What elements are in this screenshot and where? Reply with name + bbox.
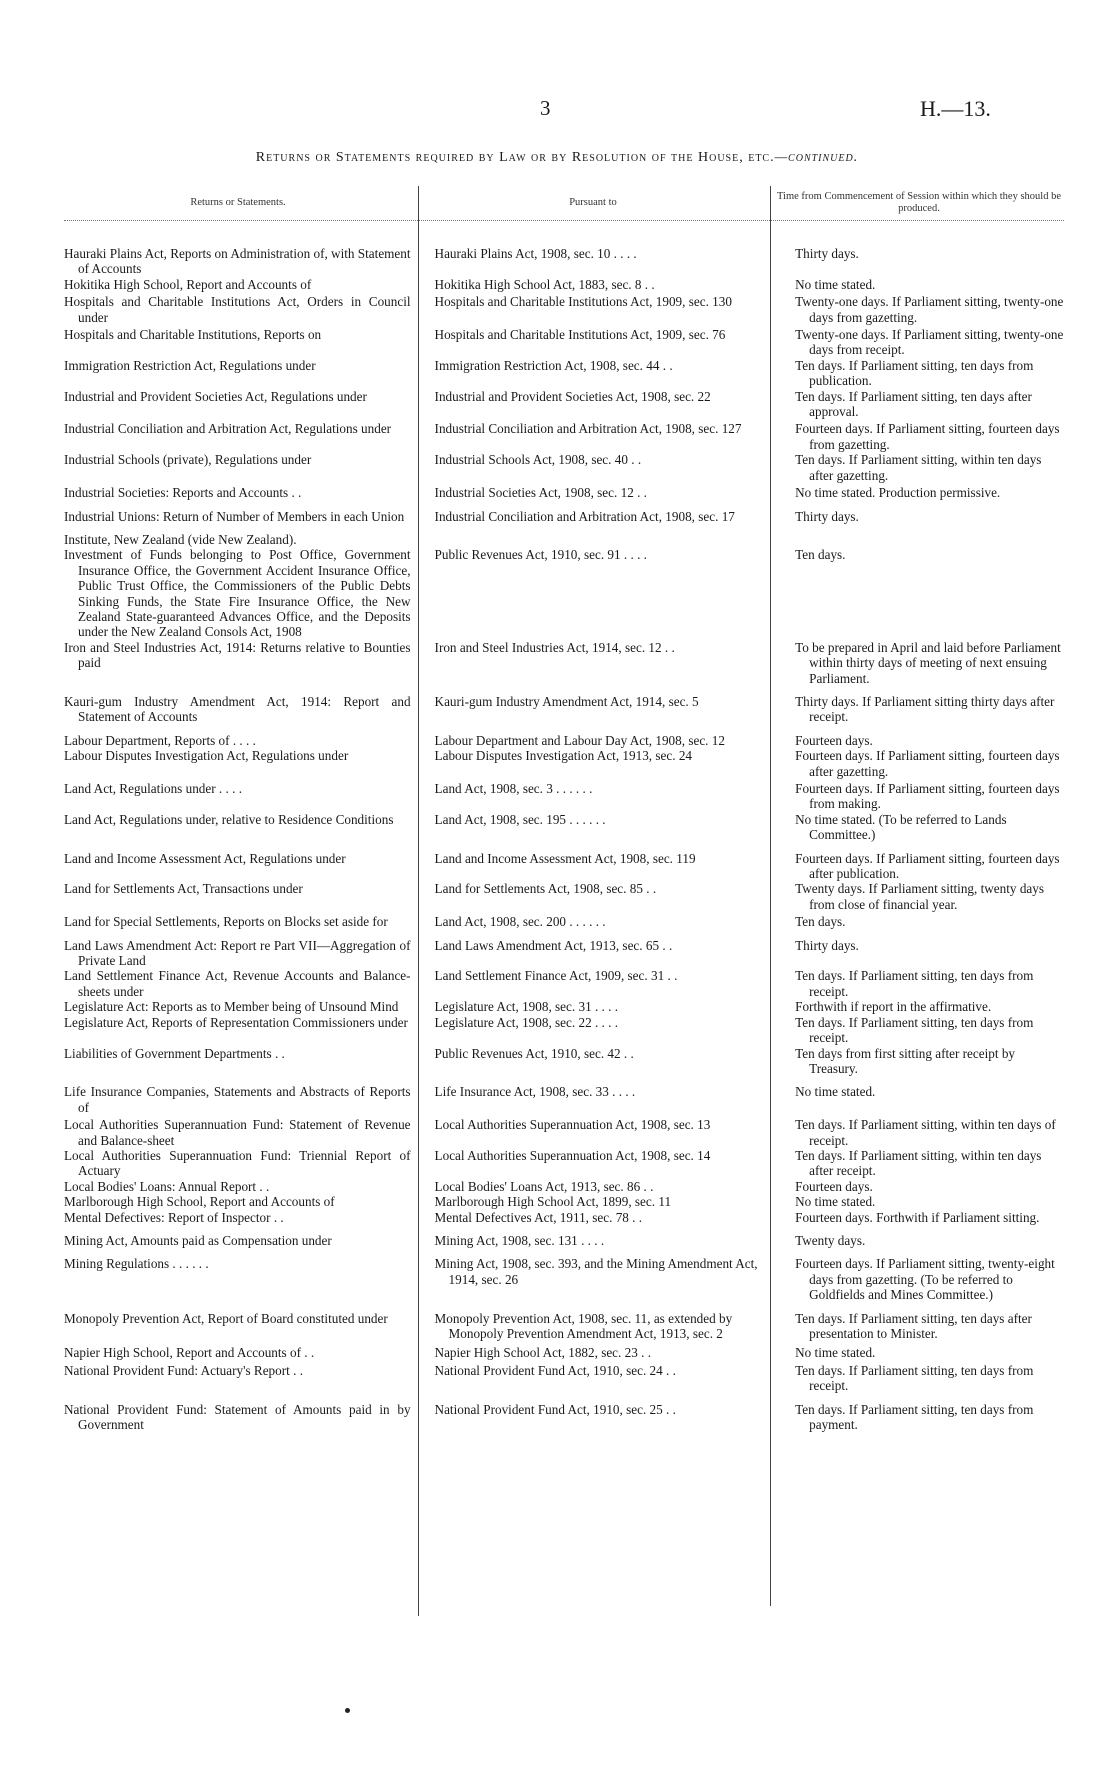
return-cell	[64, 421, 421, 452]
pursuant-cell-text: Land and Income Assessment Act, 1908, sec. 119	[434, 850, 696, 866]
pursuant-cell-text: Land for Settlements Act, 1908, sec. 85 . .	[434, 881, 657, 897]
return-cell-text: Liabilities of Government Departments . .	[64, 1045, 285, 1061]
time-cell-text: No time stated. Production permissive.	[795, 485, 1001, 501]
time-cell	[781, 532, 1064, 547]
return-cell	[64, 1117, 421, 1148]
time-cell-text: Twenty days. If Parliament sitting, twenty days from close of financial year.	[795, 881, 1044, 912]
table-row	[64, 1345, 1064, 1360]
return-cell-text: Local Authorities Superannuation Fund: Statement of Revenue and Balance-sheet	[64, 1117, 411, 1148]
time-cell	[781, 277, 1064, 292]
time-cell-text: Thirty days.	[795, 937, 859, 953]
pursuant-cell	[421, 733, 782, 748]
table-row	[64, 277, 1064, 292]
time-cell-text: No time stated.	[795, 1084, 876, 1100]
pursuant-cell-text: Public Revenues Act, 1910, sec. 42 . .	[434, 1045, 634, 1061]
return-cell-text: Local Authorities Superannuation Fund: Triennial Report of Actuary	[64, 1147, 411, 1179]
pursuant-cell-text: Land Settlement Finance Act, 1909, sec. 31 . .	[434, 968, 678, 984]
document-code: H.—13.	[920, 96, 991, 121]
pursuant-cell-text: Industrial Schools Act, 1908, sec. 40 . .	[434, 452, 642, 468]
time-cell-text: No time stated.	[795, 1345, 876, 1361]
time-cell	[781, 1148, 1064, 1179]
pursuant-cell	[421, 1084, 782, 1115]
pursuant-cell-text: Iron and Steel Industries Act, 1914, sec. 12 . .	[434, 639, 675, 655]
time-cell-text: Thirty days.	[795, 246, 859, 261]
time-cell-text: Fourteen days. If Parliament sitting, fourteen days from making.	[795, 781, 1060, 812]
pursuant-cell-text: Hokitika High School Act, 1883, sec. 8 . .	[434, 276, 655, 292]
table-row	[64, 294, 1064, 325]
time-cell	[781, 1311, 1064, 1342]
section-heading	[0, 150, 1114, 166]
table-row	[64, 1363, 1064, 1394]
time-cell	[781, 1046, 1064, 1077]
pursuant-cell-text: Land Act, 1908, sec. 195 . . . . . .	[434, 811, 606, 827]
pursuant-cell-text: Legislature Act, 1908, sec. 22 . . . .	[434, 1014, 619, 1030]
time-cell	[781, 1345, 1064, 1360]
table-row	[64, 999, 1064, 1014]
returns-table	[64, 246, 1064, 1432]
pursuant-cell-text: Mental Defectives Act, 1911, sec. 78 . .	[434, 1209, 643, 1225]
table-row	[64, 246, 1064, 277]
table-row	[64, 1233, 1064, 1248]
return-cell-text: Immigration Restriction Act, Regulations under	[64, 357, 316, 373]
time-cell	[781, 968, 1064, 999]
pursuant-cell-text: Land Act, 1908, sec. 3 . . . . . .	[434, 781, 593, 796]
return-cell-text: National Provident Fund: Statement of Amounts paid in by Government	[64, 1401, 411, 1433]
pursuant-cell	[421, 277, 782, 292]
table-row	[64, 881, 1064, 912]
time-cell-text: Fourteen days. If Parliament sitting, fourteen days after publication.	[795, 850, 1060, 882]
pursuant-cell	[421, 1148, 782, 1179]
return-cell	[64, 509, 421, 524]
time-cell-text: Ten days. If Parliament sitting, ten days from receipt.	[795, 1362, 1034, 1394]
pursuant-cell	[421, 640, 782, 686]
return-cell	[64, 327, 421, 358]
table-row	[64, 640, 1064, 686]
return-cell	[64, 781, 421, 812]
time-cell	[781, 1179, 1064, 1194]
time-cell	[781, 1084, 1064, 1115]
column-header-time: Time from Commencement of Session within which they should be produced.	[777, 191, 1061, 214]
pursuant-cell	[421, 421, 782, 452]
table-row	[64, 509, 1064, 524]
pursuant-cell	[421, 999, 782, 1014]
time-cell-text: Ten days. If Parliament sitting, ten days from payment.	[795, 1401, 1034, 1433]
return-cell-text: Marlborough High School, Report and Accounts of	[64, 1194, 335, 1210]
time-cell	[781, 748, 1064, 779]
time-cell-text: Thirty days.	[795, 508, 859, 524]
return-cell	[64, 1148, 421, 1179]
return-cell-text: Napier High School, Report and Accounts of . .	[64, 1345, 315, 1361]
time-cell	[781, 246, 1064, 277]
return-cell-text: Land Act, Regulations under, relative to Residence Conditions	[64, 811, 394, 827]
pursuant-cell-text: Legislature Act, 1908, sec. 31 . . . .	[434, 999, 619, 1015]
table-row	[64, 748, 1064, 779]
return-cell-text: Investment of Funds belonging to Post Office, Government Insurance Office, the Government Accident Insurance Office, Public Trust Office, the Commissioners of the Public Debts Sinking Funds, the State Fire Insurance Office, the New Zealand State-guaranteed Advances Office, and the Deposits under the New Zealand Consols Act, 1908	[64, 547, 411, 640]
pursuant-cell	[421, 547, 782, 639]
pursuant-cell-text: Industrial Societies Act, 1908, sec. 12 . .	[434, 485, 647, 501]
pursuant-cell	[421, 914, 782, 929]
pursuant-cell	[421, 509, 782, 524]
pursuant-cell-text: Monopoly Prevention Act, 1908, sec. 11, as extended by Monopoly Prevention Amendment Act, 1913, sec. 2	[434, 1310, 733, 1341]
pursuant-cell-text: Local Authorities Superannuation Act, 1908, sec. 13	[434, 1117, 711, 1133]
return-cell	[64, 938, 421, 969]
return-cell	[64, 1210, 421, 1225]
return-cell	[64, 246, 421, 277]
time-cell-text: Fourteen days.	[795, 732, 873, 748]
header-rule	[64, 220, 1064, 221]
return-cell	[64, 640, 421, 686]
table-row	[64, 389, 1064, 420]
time-cell	[781, 421, 1064, 452]
pursuant-cell	[421, 1015, 782, 1046]
return-cell-text: Mining Act, Amounts paid as Compensation under	[64, 1232, 332, 1248]
time-cell-text: Ten days. If Parliament sitting, ten days from receipt.	[795, 1014, 1034, 1046]
table-row	[64, 1117, 1064, 1148]
return-cell-text: Land Act, Regulations under . . . .	[64, 781, 242, 796]
table-row	[64, 452, 1064, 483]
pursuant-cell	[421, 1210, 782, 1225]
time-cell-text: Fourteen days.	[795, 1178, 873, 1194]
return-cell-text: Hauraki Plains Act, Reports on Administration of, with Statement of Accounts	[64, 246, 411, 277]
return-cell-text: Industrial Societies: Reports and Accounts . .	[64, 485, 302, 501]
time-cell-text: Ten days. If Parliament sitting, ten days after presentation to Minister.	[795, 1310, 1032, 1341]
return-cell	[64, 733, 421, 748]
time-cell-text: Ten days. If Parliament sitting, within ten days after gazetting.	[795, 452, 1042, 483]
time-cell-text: Fourteen days. Forthwith if Parliament sitting.	[795, 1209, 1040, 1225]
pursuant-cell-text: Hauraki Plains Act, 1908, sec. 10 . . . .	[434, 246, 637, 261]
time-cell	[781, 389, 1064, 420]
table-row	[64, 812, 1064, 843]
table-row	[64, 485, 1064, 500]
pursuant-cell	[421, 358, 782, 389]
time-cell	[781, 938, 1064, 969]
return-cell	[64, 812, 421, 843]
return-cell-text: Legislature Act, Reports of Representation Commissioners under	[64, 1014, 408, 1030]
return-cell-text: Industrial Schools (private), Regulations under	[64, 452, 312, 468]
time-cell	[781, 452, 1064, 483]
pursuant-cell	[421, 1256, 782, 1302]
return-cell	[64, 389, 421, 420]
table-row	[64, 914, 1064, 929]
return-cell-text: Land Settlement Finance Act, Revenue Accounts and Balance-sheets under	[64, 968, 411, 999]
table-row	[64, 421, 1064, 452]
return-cell	[64, 358, 421, 389]
table-row	[64, 1210, 1064, 1225]
pursuant-cell-text: Hospitals and Charitable Institutions Act, 1909, sec. 76	[434, 327, 726, 343]
time-cell	[781, 1210, 1064, 1225]
return-cell-text: Land Laws Amendment Act: Report re Part VII—Aggregation of Private Land	[64, 937, 411, 969]
return-cell-text: Industrial Conciliation and Arbitration Act, Regulations under	[64, 421, 392, 437]
pursuant-cell	[421, 748, 782, 779]
pursuant-cell-text: Local Authorities Superannuation Act, 1908, sec. 14	[434, 1147, 711, 1163]
pursuant-cell-text: Hospitals and Charitable Institutions Act, 1909, sec. 130	[434, 294, 732, 310]
table-row	[64, 733, 1064, 748]
return-cell	[64, 1194, 421, 1209]
pursuant-cell-text: Industrial Conciliation and Arbitration Act, 1908, sec. 17	[434, 508, 735, 524]
time-cell	[781, 327, 1064, 358]
pursuant-cell-text: Napier High School Act, 1882, sec. 23 . .	[434, 1345, 652, 1361]
time-cell-text: Forthwith if report in the affirmative.	[795, 999, 992, 1015]
pursuant-cell-text: Industrial Conciliation and Arbitration Act, 1908, sec. 127	[434, 421, 742, 437]
return-cell	[64, 851, 421, 882]
pursuant-cell	[421, 485, 782, 500]
pursuant-cell	[421, 1233, 782, 1248]
pursuant-cell	[421, 781, 782, 812]
time-cell-text: No time stated. (To be referred to Lands Committee.)	[795, 811, 1007, 843]
time-cell-text: To be prepared in April and laid before Parliament within thirty days of meeting of next ensuing Parliament.	[795, 639, 1061, 686]
return-cell	[64, 1363, 421, 1394]
pursuant-cell-text: National Provident Fund Act, 1910, sec. 25 . .	[434, 1401, 676, 1417]
time-cell	[781, 1402, 1064, 1433]
time-cell	[781, 881, 1064, 912]
pursuant-cell-text: Kauri-gum Industry Amendment Act, 1914, sec. 5	[434, 693, 699, 709]
return-cell	[64, 1345, 421, 1360]
pursuant-cell-text: Labour Department and Labour Day Act, 1908, sec. 12	[434, 732, 725, 748]
pursuant-cell-text: Mining Act, 1908, sec. 131 . . . .	[434, 1232, 605, 1248]
table-row	[64, 694, 1064, 725]
time-cell	[781, 851, 1064, 882]
pursuant-cell-text: National Provident Fund Act, 1910, sec. 24 . .	[434, 1362, 676, 1378]
time-cell	[781, 640, 1064, 686]
time-cell-text: Ten days. If Parliament sitting, ten days after approval.	[795, 388, 1032, 420]
pursuant-cell	[421, 246, 782, 277]
column-header-pursuant: Pursuant to	[569, 197, 617, 208]
return-cell	[64, 485, 421, 500]
pursuant-cell	[421, 881, 782, 912]
pursuant-cell	[421, 1194, 782, 1209]
return-cell	[64, 914, 421, 929]
return-cell	[64, 1015, 421, 1046]
heading-continued: —continued.	[774, 150, 859, 165]
return-cell-text: Labour Department, Reports of . . . .	[64, 732, 256, 748]
return-cell	[64, 1256, 421, 1302]
table-row	[64, 532, 1064, 547]
pursuant-cell-text: Mining Act, 1908, sec. 393, and the Mining Amendment Act, 1914, sec. 26	[434, 1256, 758, 1287]
pursuant-cell-text: Public Revenues Act, 1910, sec. 91 . . . .	[434, 547, 647, 563]
return-cell-text: Monopoly Prevention Act, Report of Board constituted under	[64, 1310, 388, 1326]
heading-main: Returns or Statements required by Law or by Resolution of the House, etc.	[255, 150, 775, 165]
table-row	[64, 358, 1064, 389]
pursuant-cell	[421, 389, 782, 420]
pursuant-cell	[421, 1402, 782, 1433]
table-row	[64, 968, 1064, 999]
pursuant-cell	[421, 327, 782, 358]
return-cell-text: Land for Settlements Act, Transactions under	[64, 881, 303, 897]
time-cell	[781, 1363, 1064, 1394]
return-cell	[64, 294, 421, 325]
table-row	[64, 851, 1064, 882]
page-number: 3	[540, 96, 551, 120]
time-cell-text: Fourteen days. If Parliament sitting, fourteen days from gazetting.	[795, 421, 1060, 452]
table-row	[64, 327, 1064, 358]
return-cell-text: Mining Regulations . . . . . .	[64, 1256, 209, 1272]
pursuant-cell	[421, 1046, 782, 1077]
return-cell-text: Institute, New Zealand (vide New Zealand).	[64, 531, 297, 547]
return-cell	[64, 1179, 421, 1194]
table-row	[64, 1402, 1064, 1433]
time-cell	[781, 999, 1064, 1014]
table-row	[64, 938, 1064, 969]
time-cell-text: Ten days. If Parliament sitting, within ten days of receipt.	[795, 1117, 1056, 1148]
pursuant-cell-text: Industrial and Provident Societies Act, 1908, sec. 22	[434, 388, 711, 404]
column-header-returns: Returns or Statements.	[190, 197, 286, 208]
pursuant-cell-text: Land Laws Amendment Act, 1913, sec. 65 . .	[434, 937, 673, 953]
return-cell-text: National Provident Fund: Actuary's Report . .	[64, 1362, 303, 1378]
pursuant-cell	[421, 968, 782, 999]
time-cell-text: Twenty days.	[795, 1232, 866, 1248]
time-cell	[781, 485, 1064, 500]
time-cell	[781, 1117, 1064, 1148]
return-cell-text: Hospitals and Charitable Institutions Act, Orders in Council under	[64, 294, 411, 325]
time-cell-text: No time stated.	[795, 276, 876, 292]
return-cell	[64, 532, 421, 547]
table-row	[64, 1179, 1064, 1194]
pursuant-cell	[421, 1345, 782, 1360]
table-row	[64, 1015, 1064, 1046]
return-cell-text: Hokitika High School, Report and Accounts of	[64, 276, 312, 292]
time-cell-text: Fourteen days. If Parliament sitting, twenty-eight days from gazetting. (To be referred to Goldfields and Mines Committee.)	[795, 1256, 1055, 1303]
pursuant-cell	[421, 1311, 782, 1342]
printer-mark	[345, 1708, 350, 1713]
time-cell-text: Ten days from first sitting after receipt by Treasury.	[795, 1045, 1016, 1076]
time-cell	[781, 1233, 1064, 1248]
return-cell	[64, 968, 421, 999]
table-row	[64, 781, 1064, 812]
time-cell-text: Ten days. If Parliament sitting, within ten days after receipt.	[795, 1147, 1042, 1179]
time-cell	[781, 781, 1064, 812]
time-cell-text: Twenty-one days. If Parliament sitting, twenty-one days from gazetting.	[795, 294, 1064, 325]
time-cell-text: Ten days. If Parliament sitting, ten days from publication.	[795, 357, 1034, 389]
pursuant-cell	[421, 938, 782, 969]
return-cell	[64, 1084, 421, 1115]
return-cell-text: Land and Income Assessment Act, Regulations under	[64, 850, 346, 866]
time-cell	[781, 509, 1064, 524]
time-cell	[781, 1194, 1064, 1209]
time-cell	[781, 812, 1064, 843]
return-cell-text: Life Insurance Companies, Statements and Abstracts of Reports of	[64, 1084, 411, 1115]
time-cell	[781, 694, 1064, 725]
pursuant-cell	[421, 294, 782, 325]
pursuant-cell	[421, 452, 782, 483]
return-cell-text: Iron and Steel Industries Act, 1914: Returns relative to Bounties paid	[64, 639, 411, 671]
pursuant-cell-text: Marlborough High School Act, 1899, sec. 11	[434, 1194, 672, 1210]
pursuant-cell	[421, 812, 782, 843]
return-cell	[64, 452, 421, 483]
return-cell	[64, 748, 421, 779]
return-cell-text: Local Bodies' Loans: Annual Report . .	[64, 1178, 270, 1194]
table-row	[64, 547, 1064, 639]
table-row	[64, 1256, 1064, 1302]
pursuant-cell-text: Immigration Restriction Act, 1908, sec. 44 . .	[434, 357, 673, 373]
table-row	[64, 1311, 1064, 1342]
time-cell-text: Thirty days. If Parliament sitting thirty days after receipt.	[795, 693, 1055, 725]
return-cell	[64, 1311, 421, 1342]
return-cell	[64, 694, 421, 725]
time-cell	[781, 1015, 1064, 1046]
time-cell-text: Ten days.	[795, 547, 846, 563]
time-cell-text: No time stated.	[795, 1194, 876, 1210]
return-cell	[64, 1046, 421, 1077]
table-row	[64, 1194, 1064, 1209]
time-cell	[781, 547, 1064, 639]
return-cell-text: Labour Disputes Investigation Act, Regulations under	[64, 748, 349, 764]
pursuant-cell	[421, 694, 782, 725]
return-cell	[64, 547, 421, 639]
time-cell-text: Ten days. If Parliament sitting, ten days from receipt.	[795, 968, 1034, 999]
pursuant-cell	[421, 1179, 782, 1194]
return-cell-text: Industrial and Provident Societies Act, Regulations under	[64, 388, 367, 404]
pursuant-cell	[421, 1363, 782, 1394]
time-cell	[781, 914, 1064, 929]
pursuant-cell-text: Land Act, 1908, sec. 200 . . . . . .	[434, 914, 606, 930]
return-cell	[64, 881, 421, 912]
table-row	[64, 1046, 1064, 1077]
time-cell-text: Ten days.	[795, 914, 846, 930]
return-cell	[64, 277, 421, 292]
time-cell	[781, 1256, 1064, 1302]
table-row	[64, 1148, 1064, 1179]
pursuant-cell-text: Labour Disputes Investigation Act, 1913, sec. 24	[434, 748, 693, 764]
pursuant-cell	[421, 1117, 782, 1148]
return-cell-text: Legislature Act: Reports as to Member being of Unsound Mind	[64, 999, 399, 1015]
pursuant-cell	[421, 532, 782, 547]
return-cell-text: Industrial Unions: Return of Number of Members in each Union	[64, 508, 405, 524]
time-cell-text: Twenty-one days. If Parliament sitting, twenty-one days from receipt.	[795, 327, 1064, 358]
pursuant-cell	[421, 851, 782, 882]
time-cell	[781, 358, 1064, 389]
pursuant-cell-text: Local Bodies' Loans Act, 1913, sec. 86 . .	[434, 1178, 654, 1194]
time-cell-text: Fourteen days. If Parliament sitting, fourteen days after gazetting.	[795, 748, 1060, 779]
return-cell-text: Mental Defectives: Report of Inspector . .	[64, 1209, 284, 1225]
time-cell	[781, 733, 1064, 748]
return-cell	[64, 1233, 421, 1248]
return-cell	[64, 999, 421, 1014]
return-cell	[64, 1402, 421, 1433]
return-cell-text: Land for Special Settlements, Reports on Blocks set aside for	[64, 914, 388, 930]
time-cell	[781, 294, 1064, 325]
return-cell-text: Kauri-gum Industry Amendment Act, 1914: Report and Statement of Accounts	[64, 693, 411, 725]
return-cell-text: Hospitals and Charitable Institutions, Reports on	[64, 327, 322, 343]
pursuant-cell-text: Life Insurance Act, 1908, sec. 33 . . . .	[434, 1084, 636, 1100]
table-row	[64, 1084, 1064, 1115]
